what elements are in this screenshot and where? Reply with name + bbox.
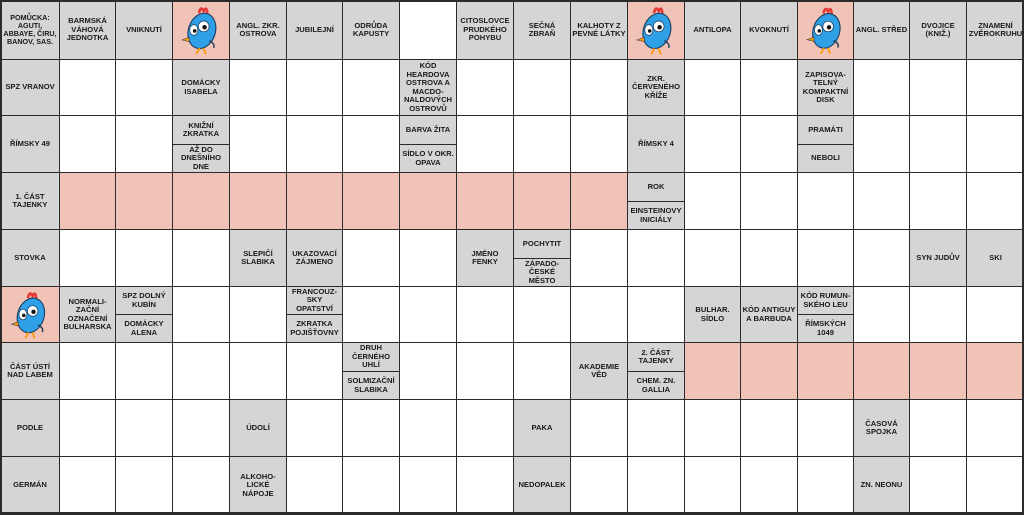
clue-citoslovce: CITOSLOVCE PRUDKÉHO POHYBU xyxy=(456,0,514,60)
clue-cast_usti: ČÁST ÚSTÍ NAD LABEM xyxy=(0,342,60,400)
clue-ukazovaci: UKAZOVACÍ ZÁJMENO xyxy=(286,229,343,287)
answer-cell[interactable] xyxy=(966,172,1024,230)
answer-cell[interactable] xyxy=(59,59,116,116)
answer-cell[interactable] xyxy=(172,399,230,457)
answer-cell[interactable] xyxy=(853,286,910,343)
blue-bird-mascot-icon xyxy=(2,288,58,341)
tajenka-answer-cell[interactable] xyxy=(797,342,854,400)
answer-cell[interactable] xyxy=(966,286,1024,343)
answer-cell[interactable] xyxy=(627,286,685,343)
answer-cell[interactable] xyxy=(286,456,343,515)
answer-cell[interactable] xyxy=(342,59,400,116)
answer-cell[interactable] xyxy=(172,229,230,287)
answer-cell[interactable] xyxy=(684,456,741,515)
answer-cell[interactable] xyxy=(966,59,1024,116)
mascot-cell xyxy=(0,286,60,343)
answer-cell[interactable] xyxy=(456,399,514,457)
blue-bird-mascot-icon xyxy=(799,2,852,58)
clue-pochytit: POCHYTIT xyxy=(513,229,571,259)
answer-cell[interactable] xyxy=(399,229,457,287)
answer-cell[interactable] xyxy=(684,115,741,173)
answer-cell[interactable] xyxy=(456,286,514,343)
answer-cell[interactable] xyxy=(684,229,741,287)
clue-zkratka_poj: ZKRATKA POJIŠŤOVNY xyxy=(286,314,343,343)
tajenka-answer-cell[interactable] xyxy=(229,172,287,230)
tajenka-answer-cell[interactable] xyxy=(59,172,116,230)
tajenka-answer-cell[interactable] xyxy=(286,172,343,230)
blue-bird-mascot-icon xyxy=(629,2,683,58)
tajenka-answer-cell[interactable] xyxy=(853,342,910,400)
answer-cell[interactable] xyxy=(115,342,173,400)
answer-cell[interactable] xyxy=(909,172,967,230)
clue-rimsky4: ŘÍMSKY 4 xyxy=(627,115,685,173)
clue-zkr_cerveneho: ZKR. ČERVENÉHO KŘÍŽE xyxy=(627,59,685,116)
clue-spz_dolny: SPZ DOLNÝ KUBÍN xyxy=(115,286,173,315)
answer-cell[interactable] xyxy=(286,342,343,400)
clue-sidlo_opava: SÍDLO V OKR. OPAVA xyxy=(399,144,457,173)
answer-cell[interactable] xyxy=(909,286,967,343)
clue-domacky_alena: DOMÁCKY ALENA xyxy=(115,314,173,343)
answer-cell[interactable] xyxy=(570,229,628,287)
tajenka-answer-cell[interactable] xyxy=(909,342,967,400)
answer-cell[interactable] xyxy=(399,456,457,515)
clue-druh_uhli: DRUH ČERNÉHO UHLÍ xyxy=(342,342,400,372)
answer-cell[interactable] xyxy=(229,59,287,116)
answer-cell[interactable] xyxy=(684,59,741,116)
clue-secna_zbran: SEČNÁ ZBRAŇ xyxy=(513,0,571,60)
answer-cell[interactable] xyxy=(513,115,571,173)
answer-cell[interactable] xyxy=(853,229,910,287)
clue-knizni_zkratka: KNIŽNÍ ZKRATKA xyxy=(172,115,230,145)
clue-spz_vranov: SPZ VRANOV xyxy=(0,59,60,116)
tajenka-answer-cell[interactable] xyxy=(172,172,230,230)
clue-udoli: ÚDOLÍ xyxy=(229,399,287,457)
answer-cell[interactable] xyxy=(966,456,1024,515)
answer-cell[interactable] xyxy=(909,399,967,457)
answer-cell[interactable] xyxy=(456,59,514,116)
clue-rimsky49: ŘÍMSKY 49 xyxy=(0,115,60,173)
answer-cell[interactable] xyxy=(115,115,173,173)
clue-bulhar_sidlo: BULHAR. SÍDLO xyxy=(684,286,741,343)
answer-cell[interactable] xyxy=(853,59,910,116)
answer-cell[interactable] xyxy=(399,286,457,343)
answer-cell[interactable] xyxy=(570,59,628,116)
answer-cell[interactable] xyxy=(342,115,400,173)
clue-slepici: SLEPIČÍ SLABIKA xyxy=(229,229,287,287)
answer-cell[interactable] xyxy=(853,115,910,173)
answer-cell[interactable] xyxy=(570,456,628,515)
answer-cell[interactable] xyxy=(399,0,457,60)
answer-cell[interactable] xyxy=(59,399,116,457)
answer-cell[interactable] xyxy=(909,115,967,173)
answer-cell[interactable] xyxy=(797,172,854,230)
clue-dvojice: DVOJICE (KNIŽ.) xyxy=(909,0,967,60)
clue-einstein: EINSTEINOVY INICIÁLY xyxy=(627,201,685,230)
clue-ski: SKI xyxy=(966,229,1024,287)
answer-cell[interactable] xyxy=(115,399,173,457)
answer-cell[interactable] xyxy=(740,229,798,287)
clue-neboli: NEBOLI xyxy=(797,144,854,173)
clue-solmizacni: SOLMIZAČNÍ SLABIKA xyxy=(342,371,400,400)
answer-cell[interactable] xyxy=(909,456,967,515)
clue-nedopalek: NEDOPALEK xyxy=(513,456,571,515)
clue-casova: ČASOVÁ SPOJKA xyxy=(853,399,910,457)
clue-chem_gallia: CHEM. ZN. GALLIA xyxy=(627,371,685,400)
answer-cell[interactable] xyxy=(627,456,685,515)
tajenka-answer-cell[interactable] xyxy=(740,342,798,400)
answer-cell[interactable] xyxy=(740,399,798,457)
clue-zn_neonu: ZN. NEONU xyxy=(853,456,910,515)
clue-syn_juduv: SYN JUDŮV xyxy=(909,229,967,287)
mascot-cell xyxy=(172,0,230,60)
answer-cell[interactable] xyxy=(909,59,967,116)
answer-cell[interactable] xyxy=(627,399,685,457)
clue-angl_stred: ANGL. STŘED xyxy=(853,0,910,60)
tajenka-answer-cell[interactable] xyxy=(684,342,741,400)
clue-domacky_isabela: DOMÁCKY ISABELA xyxy=(172,59,230,116)
clue-german: GERMÁN xyxy=(0,456,60,515)
clue-normali: NORMALI-ZAČNÍ OZNAČENÍ BULHARSKA xyxy=(59,286,116,343)
tajenka-answer-cell[interactable] xyxy=(399,172,457,230)
answer-cell[interactable] xyxy=(286,59,343,116)
tajenka-answer-cell[interactable] xyxy=(570,172,628,230)
answer-cell[interactable] xyxy=(740,59,798,116)
answer-cell[interactable] xyxy=(684,172,741,230)
clue-paka: PAKA xyxy=(513,399,571,457)
clue-zapadoceske: ZÁPADO-ČESKÉ MĚSTO xyxy=(513,258,571,287)
answer-cell[interactable] xyxy=(740,172,798,230)
answer-cell[interactable] xyxy=(456,342,514,400)
clue-pramati: PRAMÁTI xyxy=(797,115,854,145)
answer-cell[interactable] xyxy=(513,286,571,343)
mascot-cell xyxy=(627,0,685,60)
clue-vniknuti: VNIKNUTÍ xyxy=(115,0,173,60)
answer-cell[interactable] xyxy=(797,399,854,457)
tajenka-answer-cell[interactable] xyxy=(115,172,173,230)
clue-barva_zita: BARVA ŽITA xyxy=(399,115,457,145)
clue-alkoholicke: ALKOHO-LICKÉ NÁPOJE xyxy=(229,456,287,515)
tajenka-answer-cell[interactable] xyxy=(513,172,571,230)
answer-cell[interactable] xyxy=(115,229,173,287)
answer-cell[interactable] xyxy=(797,456,854,515)
clue-rok: ROK xyxy=(627,172,685,202)
answer-cell[interactable] xyxy=(570,399,628,457)
answer-cell[interactable] xyxy=(342,456,400,515)
blue-bird-mascot-icon xyxy=(174,2,228,58)
answer-cell[interactable] xyxy=(513,342,571,400)
answer-cell[interactable] xyxy=(853,172,910,230)
answer-cell[interactable] xyxy=(115,456,173,515)
answer-cell[interactable] xyxy=(342,399,400,457)
clue-jmeno_fenky: JMÉNO FENKY xyxy=(456,229,514,287)
tajenka-answer-cell[interactable] xyxy=(966,342,1024,400)
answer-cell[interactable] xyxy=(342,286,400,343)
clue-tajenka1: 1. ČÁST TAJENKY xyxy=(0,172,60,230)
answer-cell[interactable] xyxy=(229,286,287,343)
clue-kalhoty: KALHOTY Z PEVNÉ LÁTKY xyxy=(570,0,628,60)
answer-cell[interactable] xyxy=(172,286,230,343)
answer-cell[interactable] xyxy=(797,229,854,287)
answer-cell[interactable] xyxy=(740,456,798,515)
answer-cell[interactable] xyxy=(627,229,685,287)
tajenka-answer-cell[interactable] xyxy=(456,172,514,230)
answer-cell[interactable] xyxy=(966,115,1024,173)
clue-kod_rumun: KÓD RUMUN-SKÉHO LEU xyxy=(797,286,854,315)
answer-cell[interactable] xyxy=(286,399,343,457)
clue-angl_zkr_ostrova: ANGL. ZKR. OSTROVA xyxy=(229,0,287,60)
answer-cell[interactable] xyxy=(456,456,514,515)
answer-cell[interactable] xyxy=(570,286,628,343)
clue-francouz: FRANCOUZ-SKY OPATSTVÍ xyxy=(286,286,343,315)
answer-cell[interactable] xyxy=(229,115,287,173)
clue-antilopa: ANTILOPA xyxy=(684,0,741,60)
clue-podle: PODLE xyxy=(0,399,60,457)
clue-akademie: AKADEMIE VĚD xyxy=(570,342,628,400)
clue-znameni: ZNAMENÍ ZVĚROKRUHU xyxy=(966,0,1024,60)
clue-tajenka2: 2. ČÁST TAJENKY xyxy=(627,342,685,372)
answer-cell[interactable] xyxy=(966,399,1024,457)
clue-kvoknuti: KVOKNUTÍ xyxy=(740,0,798,60)
clue-kod_heardova: KÓD HEARDOVA OSTROVA A MACDO-NALDOVÝCH OSTROVŮ xyxy=(399,59,457,116)
tajenka-answer-cell[interactable] xyxy=(342,172,400,230)
answer-cell[interactable] xyxy=(684,399,741,457)
answer-cell[interactable] xyxy=(740,115,798,173)
hint-cell: POMŮCKA: AGUTI, ABBAYE, ČIRU, BANOV, SAS. xyxy=(0,0,60,60)
answer-cell[interactable] xyxy=(59,229,116,287)
answer-cell[interactable] xyxy=(286,115,343,173)
answer-cell[interactable] xyxy=(172,456,230,515)
clue-az_do: AŽ DO DNEŠNÍHO DNE xyxy=(172,144,230,173)
clue-zapisovatelny: ZAPISOVA-TELNÝ KOMPAKTNÍ DISK xyxy=(797,59,854,116)
answer-cell[interactable] xyxy=(456,115,514,173)
clue-odruda_kapusty: ODRŮDA KAPUSTY xyxy=(342,0,400,60)
answer-cell[interactable] xyxy=(59,115,116,173)
answer-cell[interactable] xyxy=(513,59,571,116)
answer-cell[interactable] xyxy=(342,229,400,287)
answer-cell[interactable] xyxy=(229,342,287,400)
answer-cell[interactable] xyxy=(399,342,457,400)
clue-jubilejni: JUBILEJNÍ xyxy=(286,0,343,60)
clue-kod_antiguy: KÓD ANTIGUY A BARBUDA xyxy=(740,286,798,343)
answer-cell[interactable] xyxy=(570,115,628,173)
clue-rimskych1049: ŘÍMSKÝCH 1049 xyxy=(797,314,854,343)
clue-barmska: BARMSKÁ VÁHOVÁ JEDNOTKA xyxy=(59,0,116,60)
clue-stovka: STOVKA xyxy=(0,229,60,287)
mascot-cell xyxy=(797,0,854,60)
answer-cell[interactable] xyxy=(172,342,230,400)
answer-cell[interactable] xyxy=(59,342,116,400)
answer-cell[interactable] xyxy=(59,456,116,515)
answer-cell[interactable] xyxy=(115,59,173,116)
answer-cell[interactable] xyxy=(399,399,457,457)
